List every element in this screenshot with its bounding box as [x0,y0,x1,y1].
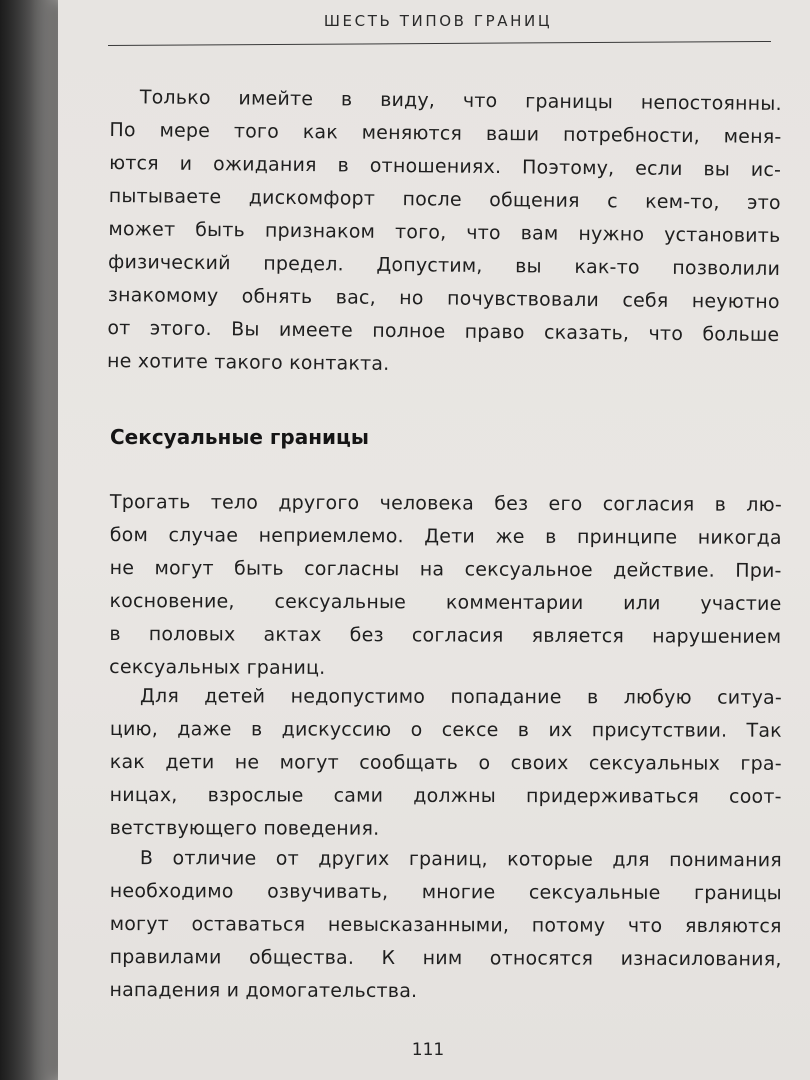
text-line: не могут быть согласны на сексуальное действие. При- [109,556,782,582]
text-line: от этого. Вы имеете полное право сказать, что больше [107,316,780,347]
section-heading: Сексуальные границы [110,425,369,449]
text-line: могут оставаться невысказанными, потому что являются [109,912,782,938]
text-line: Только имейте в виду, что границы непостоянны. [139,86,782,116]
text-line: ницах, взрослые сами должны придерживаться соот- [109,783,782,808]
text-line: Трогать тело другого человека без его согласия в лю- [109,490,782,516]
book-page [58,0,810,1080]
text-line: пытываете дискомфорт после общения с кем-то, это [108,184,781,215]
book-spine-shadow [0,0,60,1080]
header-rule [108,41,771,46]
running-head: ШЕСТЬ ТИПОВ ГРАНИЦ [323,12,553,30]
text-line: знакомому обнять вас, но почувствовали себя неуютно [107,283,780,314]
text-line: необходимо озвучивать, многие сексуальные границы [109,879,782,905]
text-line: В отличие от других границ, которые для понимания [139,847,782,872]
text-line: сексуальных границ. [109,655,326,679]
text-line: не хотите такого контакта. [106,349,390,375]
text-line: физический предел. Допустим, вы как-то позволили [107,250,781,281]
text-line: По мере того как меняются ваши потребности, меня- [109,118,782,149]
text-line: правилами общества. К ним относятся изнасилования, [109,945,782,971]
text-line: может быть признаком того, что вам нужно установить [108,217,781,248]
text-line: цию, даже в дискуссию о сексе в их присутствии. Так [109,717,782,742]
text-line: косновение, сексуальные комментарии или участие [109,589,782,615]
paragraph-4 [109,842,782,1009]
paragraph-3 [110,680,782,847]
text-line: как дети не могут сообщать о своих сексуальных гра- [109,750,782,775]
text-line: ветствующего поведения. [109,816,380,840]
paragraph-1 [107,81,782,385]
paragraph-2 [109,486,782,687]
page-number: 111 [411,1040,445,1060]
text-line: бом случае неприемлемо. Дети же в принципе никогда [109,523,782,549]
text-line: нападения и домогательства. [109,978,418,1003]
text-line: ются и ожидания в отношениях. Поэтому, если вы ис- [109,151,782,182]
text-line: в половых актах без согласия является нарушением [109,622,782,648]
text-line: Для детей недопустимо попадание в любую ситуа- [139,685,782,709]
